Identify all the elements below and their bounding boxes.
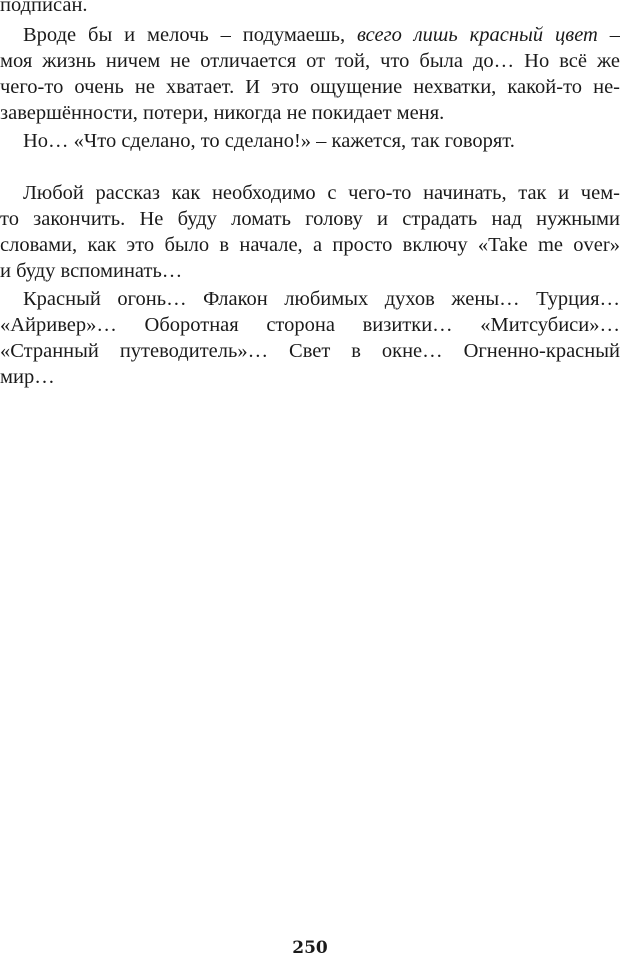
page-number: 250 (292, 938, 328, 958)
text-line: мир… (0, 366, 55, 388)
text-line: словами, как это было в начале, а просто включу «Take me over» (0, 234, 620, 256)
text-line: Любой рассказ как необходимо с чего-то начинать, так и чем- (23, 182, 620, 204)
text-run: Вроде бы и мелочь – подумаешь, (23, 24, 346, 46)
text-line: «Айривер»… Оборотная сторона визитки… «Митсубиси»… (0, 314, 620, 336)
text-line: моя жизнь ничем не отличается от той, что была до… Но всё же (0, 50, 620, 72)
text-run: – (609, 24, 620, 46)
text-line: «Странный путеводитель»… Свет в окне… Огненно-красный (0, 340, 620, 362)
text-line: подписан. (0, 0, 88, 16)
text-line: чего-то очень не хватает. И это ощущение нехватки, какой-то не- (0, 76, 620, 98)
text-line: и буду вспоминать… (0, 260, 183, 282)
text-line: Красный огонь… Флакон любимых духов жены… Турция… (23, 288, 620, 310)
text-line: Но… «Что сделано, то сделано!» – кажется, так говорят. (23, 130, 515, 152)
text-line: завершённости, потери, никогда не покидает меня. (0, 102, 445, 124)
italic-phrase: всего лишь красный цвет (357, 24, 598, 46)
text-line: то закончить. Не буду ломать голову и страдать над нужными (0, 208, 620, 230)
